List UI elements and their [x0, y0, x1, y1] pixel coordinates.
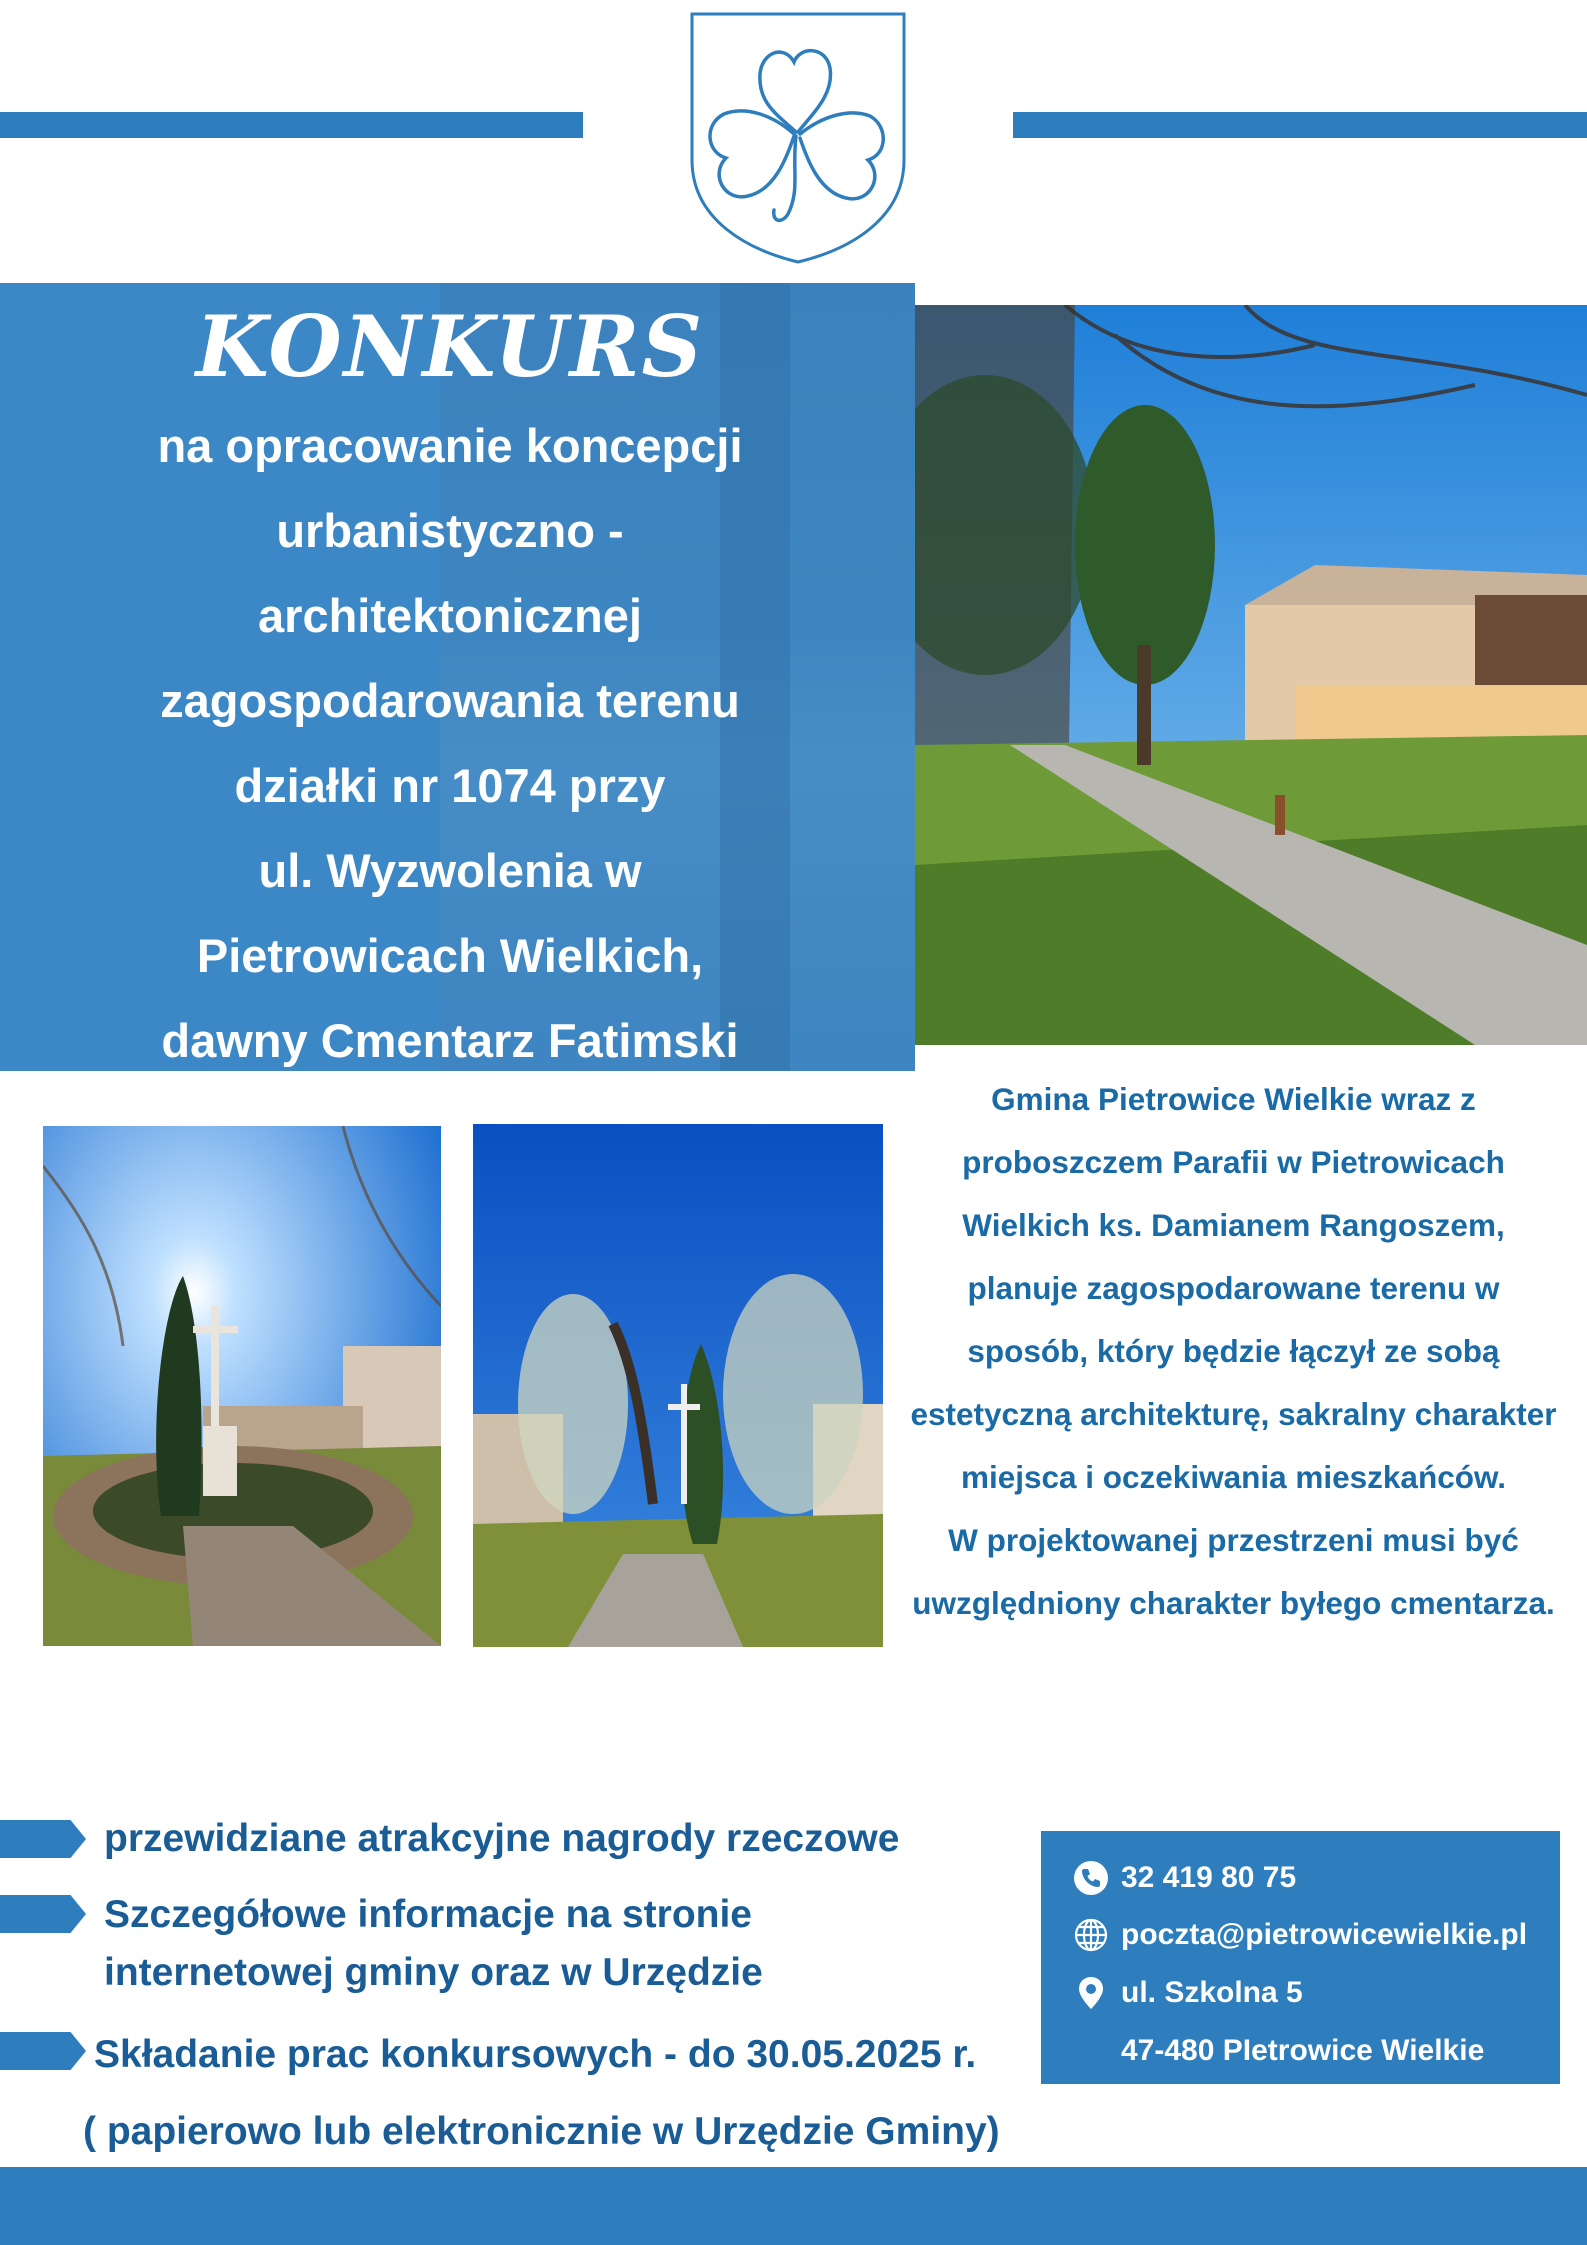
description-line: proboszczem Parafii w Pietrowicach — [962, 1144, 1505, 1180]
subtitle-line: architektonicznej — [258, 589, 642, 642]
description-line: planuje zagospodarowane terenu w — [967, 1270, 1500, 1306]
contact-box — [1041, 1831, 1560, 2084]
hero-panel — [0, 283, 915, 1071]
description-line: uwzględniony charakter byłego cmentarza. — [912, 1585, 1555, 1621]
subtitle-line: na opracowanie koncepcji — [157, 419, 743, 472]
phone-number: 32 419 80 75 — [1121, 1861, 1297, 1895]
deadline-info: Składanie prac konkursowych - do 30.05.2025 r. — [94, 2033, 977, 2076]
description-line: estetyczną architekturę, sakralny charakter — [910, 1396, 1557, 1432]
subtitle-line: ul. Wyzwolenia w — [258, 844, 642, 897]
contact-city — [1121, 2030, 1484, 2070]
details-info — [104, 1886, 763, 2002]
deadline-note: ( papierowo lub elektronicznie w Urzędzie Gminy) — [83, 2110, 1000, 2153]
street-address: ul. Szkolna 5 — [1121, 1976, 1303, 2010]
email-address: poczta@pietrowicewielkie.pl — [1121, 1918, 1528, 1952]
subtitle-line: dawny Cmentarz Fatimski — [161, 1014, 739, 1067]
contact-street — [1073, 1972, 1303, 2012]
details-line: internetowej gminy oraz w Urzędzie — [104, 1951, 763, 1994]
subtitle-line: działki nr 1074 przy — [234, 759, 666, 812]
arrow-bullet-icon — [0, 2032, 86, 2070]
footer-bar — [0, 2167, 1587, 2245]
clover-crest-icon — [688, 10, 908, 266]
contact-email[interactable] — [1073, 1914, 1527, 1954]
cross-monument-photo — [43, 1126, 441, 1646]
contact-phone[interactable] — [1073, 1857, 1296, 1897]
arrow-bullet-icon — [0, 1820, 86, 1858]
header-bar-left — [0, 112, 583, 138]
contest-title: KONKURS — [195, 297, 705, 396]
location-pin-icon — [1073, 1975, 1109, 2011]
description-line: sposób, który będzie łączył ze sobą — [967, 1333, 1500, 1369]
project-description — [880, 1068, 1587, 1635]
header-bar-right — [1013, 112, 1587, 138]
description-line: Wielkich ks. Damianem Rangoszem, — [962, 1207, 1505, 1243]
subtitle-line: Pietrowicach Wielkich, — [196, 929, 704, 982]
description-line: Gmina Pietrowice Wielkie wraz z — [991, 1081, 1476, 1117]
arrow-bullet-icon — [0, 1895, 86, 1933]
subtitle-line: zagospodarowania terenu — [160, 674, 740, 727]
prize-info: przewidziane atrakcyjne nagrody rzeczowe — [104, 1817, 900, 1860]
park-path-photo — [915, 305, 1587, 1045]
description-line: miejsca i oczekiwania mieszkańców. — [960, 1459, 1507, 1495]
details-line: Szczegółowe informacje na stronie — [104, 1893, 752, 1936]
garden-cross-photo — [473, 1124, 883, 1647]
description-line: W projektowanej przestrzeni musi być — [948, 1522, 1519, 1558]
subtitle-line: urbanistyczno - — [276, 504, 624, 557]
contest-subtitle — [80, 403, 820, 1071]
phone-icon — [1073, 1860, 1109, 1896]
globe-icon — [1073, 1917, 1109, 1953]
city-address: 47-480 PIetrowice Wielkie — [1121, 2034, 1485, 2068]
